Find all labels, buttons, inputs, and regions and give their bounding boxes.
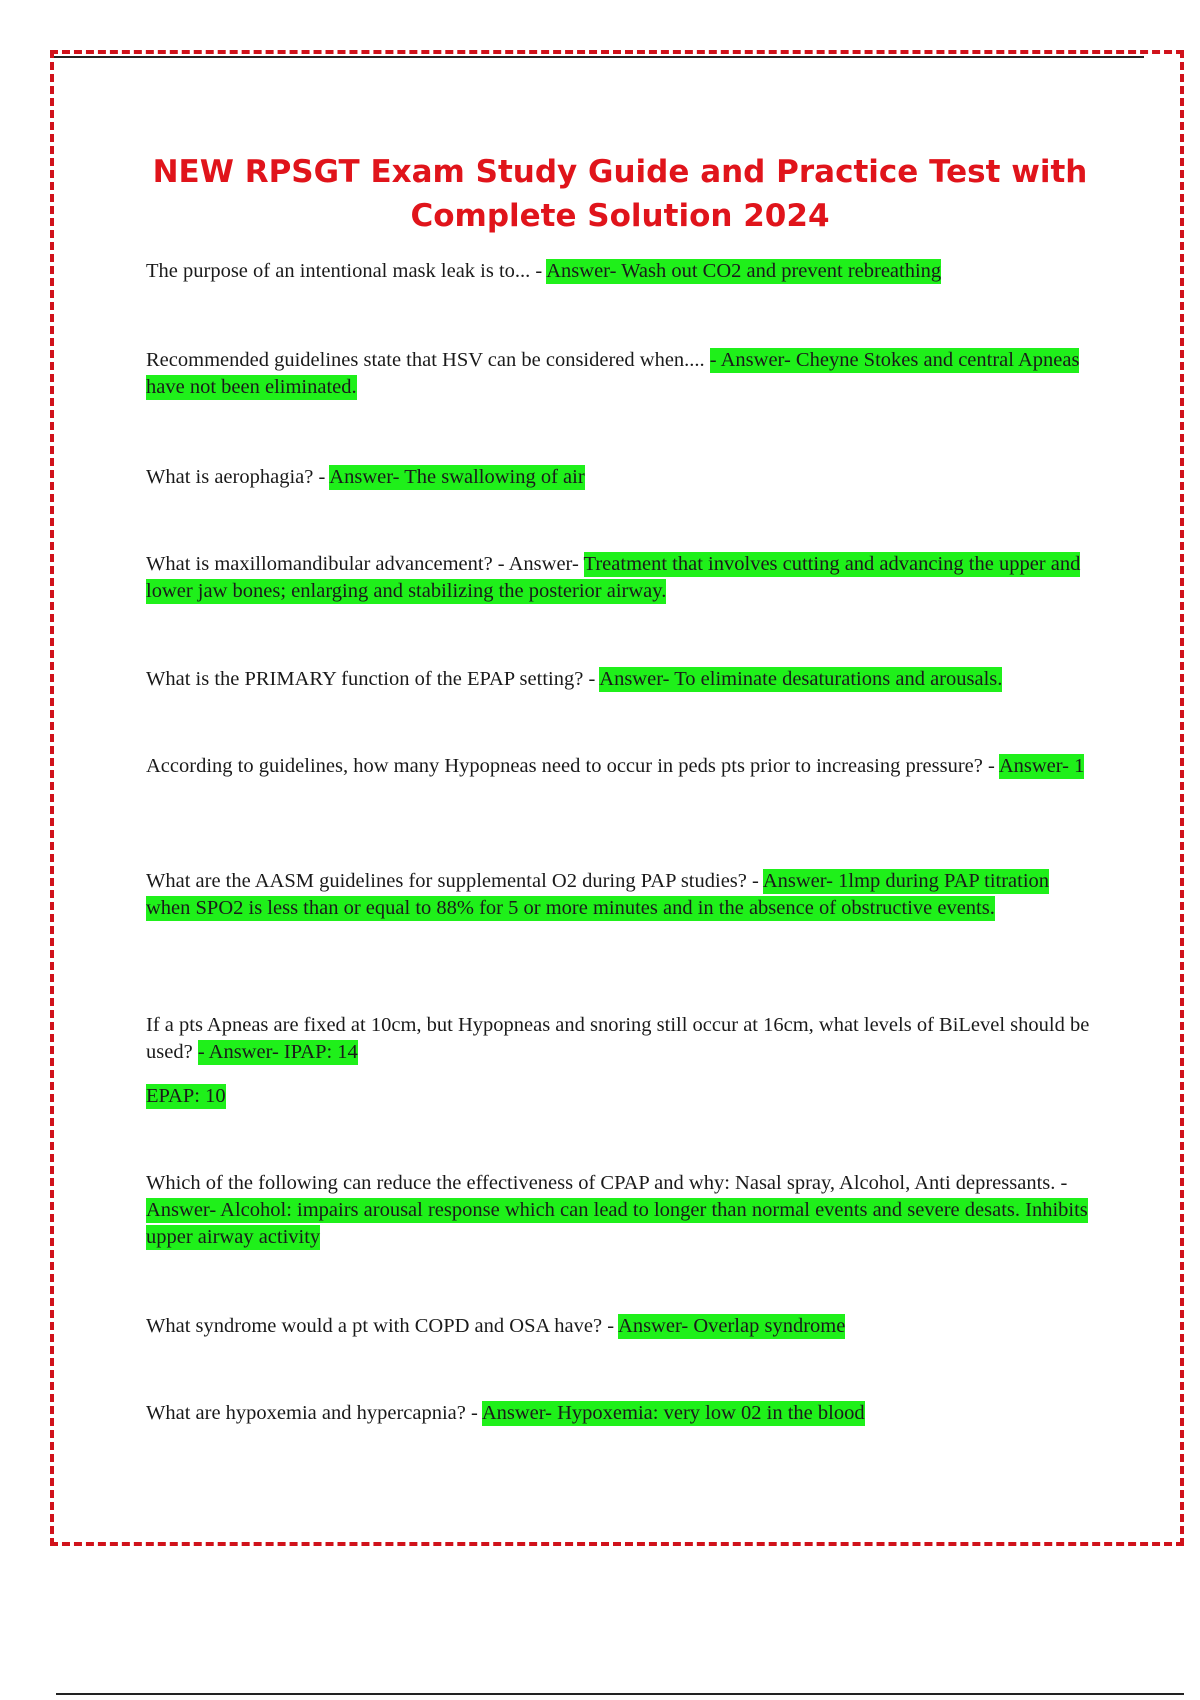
question-text: If a pts Apneas are fixed at 10cm, but Hypopneas and snoring still occur at 16cm, what levels of BiLevel should be used?	[146, 1014, 1090, 1063]
qa-item	[146, 258, 1096, 285]
qa-item-continuation	[146, 1083, 1096, 1110]
answer-text: - Answer- IPAP: 14	[197, 1041, 358, 1063]
qa-item	[146, 666, 1096, 693]
answer-text: Answer- Overlap syndrome	[618, 1315, 846, 1337]
question-text: According to guidelines, how many Hypopneas need to occur in peds pts prior to increasing pressure? -	[146, 755, 999, 777]
qa-item	[146, 868, 1096, 922]
question-text: What is aerophagia? -	[146, 466, 330, 488]
answer-text: Treatment that involves cutting and advancing the upper and lower jaw bones; enlarging and stabilizing the posterior airway.	[146, 553, 1081, 602]
bottom-rule	[56, 1693, 1184, 1695]
question-text: Which of the following can reduce the effectiveness of CPAP and why: Nasal spray, Alcohol, Anti depressants. -	[146, 1172, 1068, 1194]
qa-item	[146, 1400, 1096, 1427]
question-text: The purpose of an intentional mask leak is to... -	[146, 260, 547, 282]
answer-text: EPAP: 10	[146, 1085, 226, 1107]
qa-item	[146, 464, 1096, 491]
qa-item	[146, 753, 1096, 780]
qa-item	[146, 1170, 1096, 1251]
answer-text: Answer- Hypoxemia: very low 02 in the blood	[481, 1402, 865, 1424]
answer-text: - Answer- Cheyne Stokes and central Apneas have not been eliminated.	[146, 349, 1080, 398]
document-title	[120, 150, 1120, 238]
answer-text: Answer- 1	[998, 755, 1085, 777]
answer-text: Answer- The swallowing of air	[329, 466, 585, 488]
question-text: Recommended guidelines state that HSV can be considered when....	[146, 349, 710, 371]
question-text: What are hypoxemia and hypercapnia? -	[146, 1402, 482, 1424]
answer-text: Answer- To eliminate desaturations and arousals.	[599, 668, 1003, 690]
answer-text: Answer- 1lmp during PAP titration when SPO2 is less than or equal to 88% for 5 or more minutes and in the absence of obstructive events.	[146, 870, 1050, 919]
qa-item	[146, 551, 1096, 605]
question-text: What is maxillomandibular advancement? - Answer-	[146, 553, 584, 575]
qa-item	[146, 1313, 1096, 1340]
title-line-2: Complete Solution 2024	[410, 198, 830, 234]
title-line-1: NEW RPSGT Exam Study Guide and Practice Test with	[152, 154, 1088, 190]
answer-text: Answer- Alcohol: impairs arousal response which can lead to longer than normal events and severe desats. Inhibits upper airway activity	[146, 1199, 1088, 1248]
question-text: What syndrome would a pt with COPD and OSA have? -	[146, 1315, 619, 1337]
top-rule	[54, 56, 1144, 58]
question-text: What are the AASM guidelines for supplemental O2 during PAP studies? -	[146, 870, 763, 892]
qa-item	[146, 1012, 1096, 1066]
question-text: What is the PRIMARY function of the EPAP setting? -	[146, 668, 600, 690]
answer-text: Answer- Wash out CO2 and prevent rebreathing	[546, 260, 942, 282]
qa-item	[146, 347, 1096, 401]
